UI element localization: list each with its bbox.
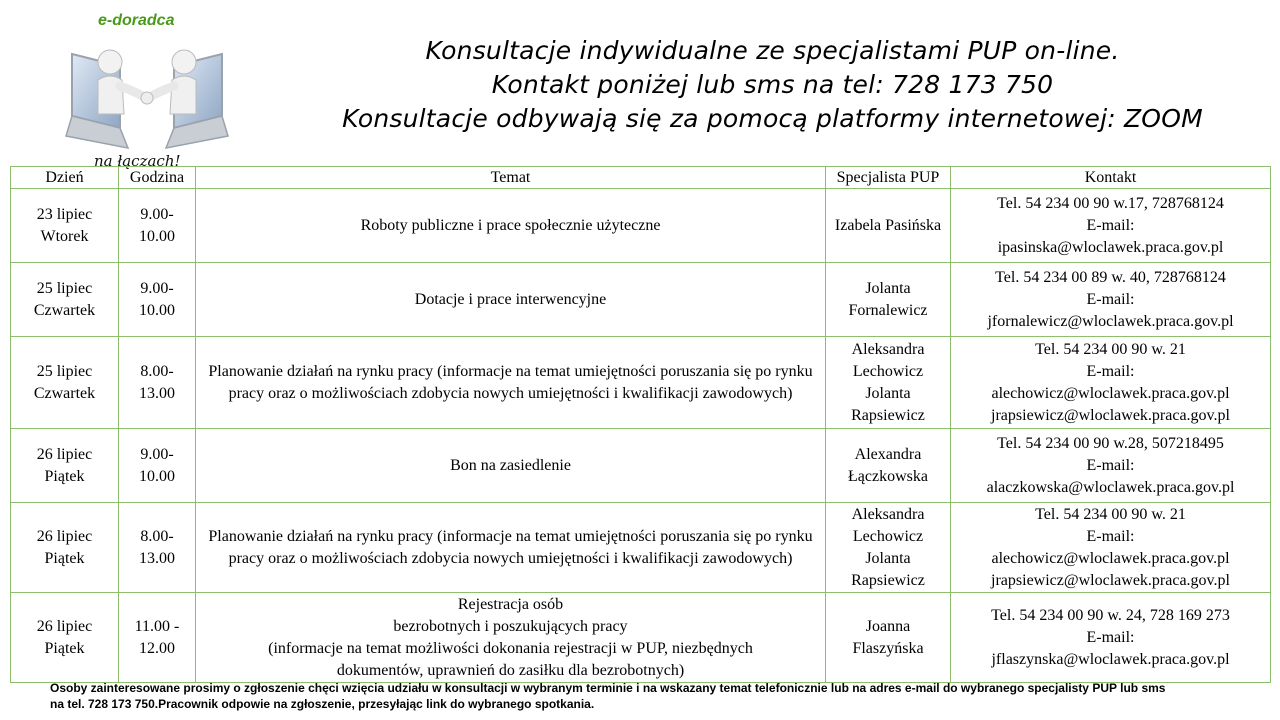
specialist-cell: Aleksandra Lechowicz Jolanta Rapsiewicz xyxy=(826,337,951,429)
specialist-cell: Jolanta Fornalewicz xyxy=(826,263,951,337)
consultation-schedule-table xyxy=(10,166,1271,683)
column-header-hour: Godzina xyxy=(119,167,196,189)
day-cell: 25 lipiec Czwartek xyxy=(11,263,119,337)
day-cell: 26 lipiec Piątek xyxy=(11,503,119,593)
topic-cell: Rejestracja osób bezrobotnych i poszukujących pracy (informacje na temat możliwości dokonania rejestracji w PUP, niezbędnych dokumentów, uprawnień do zasiłku dla bezrobotnych) xyxy=(196,593,826,683)
topic-cell: Planowanie działań na rynku pracy (informacje na temat umiejętności poruszania się po rynku pracy oraz o możliwościach zdobycia nowych umiejętności i kwalifikacji zawodowych) xyxy=(196,503,826,593)
contact-cell: Tel. 54 234 00 90 w. 21 E-mail: alechowicz@wloclawek.praca.gov.pl jrapsiewicz@wloclawek.praca.gov.pl xyxy=(951,337,1271,429)
heading-line: Konsultacje indywidualne ze specjalistami PUP on-line. xyxy=(425,36,1120,65)
column-header-contact: Kontakt xyxy=(951,167,1271,189)
hour-cell: 9.00- 10.00 xyxy=(119,189,196,263)
email-link[interactable]: alechowicz@wloclawek.praca.gov.pl xyxy=(991,384,1230,402)
table-row xyxy=(11,593,1271,683)
table-row xyxy=(11,263,1271,337)
topic-cell: Bon na zasiedlenie xyxy=(196,429,826,503)
email-link[interactable]: alechowicz@wloclawek.praca.gov.pl xyxy=(991,549,1230,567)
table-row xyxy=(11,429,1271,503)
heading-line: Kontakt poniżej lub sms na tel: 728 173 750 xyxy=(491,70,1054,99)
hour-cell: 9.00- 10.00 xyxy=(119,429,196,503)
specialist-cell: Joanna Flaszyńska xyxy=(826,593,951,683)
day-cell: 26 lipiec Piątek xyxy=(11,593,119,683)
contact-cell: Tel. 54 234 00 89 w. 40, 728768124 E-mail: jfornalewicz@wloclawek.praca.gov.pl xyxy=(951,263,1271,337)
topic-cell: Dotacje i prace interwencyjne xyxy=(196,263,826,337)
hour-cell: 8.00- 13.00 xyxy=(119,337,196,429)
column-header-day: Dzień xyxy=(11,167,119,189)
email-link[interactable]: jfornalewicz@wloclawek.praca.gov.pl xyxy=(987,312,1234,330)
page-heading xyxy=(270,34,1275,136)
email-link[interactable]: ipasinska@wloclawek.praca.gov.pl xyxy=(997,238,1224,256)
logo-title: e-doradca xyxy=(98,12,175,29)
hour-cell: 11.00 - 12.00 xyxy=(119,593,196,683)
hour-cell: 8.00- 13.00 xyxy=(119,503,196,593)
email-link[interactable]: jrapsiewicz@wloclawek.praca.gov.pl xyxy=(991,571,1230,589)
contact-cell: Tel. 54 234 00 90 w. 24, 728 169 273 E-mail: jflaszynska@wloclawek.praca.gov.pl xyxy=(951,593,1271,683)
contact-cell: Tel. 54 234 00 90 w.28, 507218495 E-mail: alaczkowska@wloclawek.praca.gov.pl xyxy=(951,429,1271,503)
footer-line: Osoby zainteresowane prosimy o zgłoszenie chęci wzięcia udziału w konsultacji w wybranym terminie i na wskazany temat telefonicznie lub na adres e-mail do wybranego specjalisty PUP lub sms xyxy=(50,681,1166,695)
e-doradca-logo xyxy=(58,8,238,173)
table-row xyxy=(11,503,1271,593)
email-link[interactable]: alaczkowska@wloclawek.praca.gov.pl xyxy=(986,478,1235,496)
hour-cell: 9.00- 10.00 xyxy=(119,263,196,337)
heading-line: Konsultacje odbywają się za pomocą platformy internetowej: ZOOM xyxy=(342,104,1203,133)
topic-cell: Roboty publiczne i prace społecznie użyteczne xyxy=(196,189,826,263)
day-cell: 25 lipiec Czwartek xyxy=(11,337,119,429)
email-link[interactable]: jflaszynska@wloclawek.praca.gov.pl xyxy=(991,650,1230,668)
email-link[interactable]: jrapsiewicz@wloclawek.praca.gov.pl xyxy=(991,406,1230,424)
day-cell: 23 lipiec Wtorek xyxy=(11,189,119,263)
footer-line: na tel. 728 173 750.Pracownik odpowie na zgłoszenie, przesyłając link do wybranego spotkania. xyxy=(50,697,595,711)
column-header-specialist: Specjalista PUP xyxy=(826,167,951,189)
contact-cell: Tel. 54 234 00 90 w. 21 E-mail: alechowicz@wloclawek.praca.gov.pl jrapsiewicz@wloclawek.praca.gov.pl xyxy=(951,503,1271,593)
day-cell: 26 lipiec Piątek xyxy=(11,429,119,503)
contact-cell: Tel. 54 234 00 90 w.17, 728768124 E-mail: ipasinska@wloclawek.praca.gov.pl xyxy=(951,189,1271,263)
laptops-handshake-icon xyxy=(58,36,236,156)
specialist-cell: Izabela Pasińska xyxy=(826,189,951,263)
column-header-topic: Temat xyxy=(196,167,826,189)
footer-note xyxy=(50,680,1270,712)
topic-cell: Planowanie działań na rynku pracy (informacje na temat umiejętności poruszania się po rynku pracy oraz o możliwościach zdobycia nowych umiejętności i kwalifikacji zawodowych) xyxy=(196,337,826,429)
table-row xyxy=(11,337,1271,429)
specialist-cell: Aleksandra Lechowicz Jolanta Rapsiewicz xyxy=(826,503,951,593)
logo-tagline: na łączach! xyxy=(94,152,181,170)
table-row xyxy=(11,189,1271,263)
table-header-row xyxy=(11,167,1271,189)
specialist-cell: Alexandra Łączkowska xyxy=(826,429,951,503)
